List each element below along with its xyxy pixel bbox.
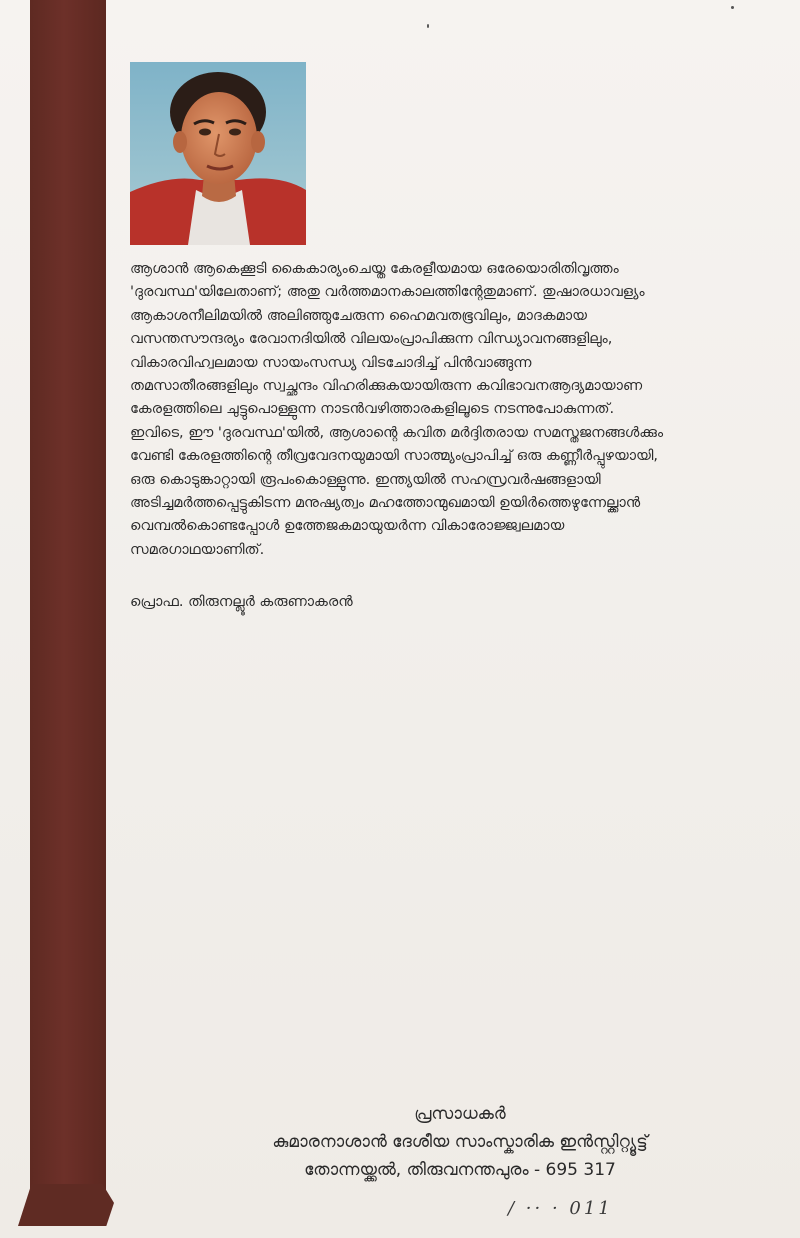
publisher-address: തോന്നയ്ക്കൽ, തിരുവനന്തപുരം - 695 317 (304, 1160, 616, 1180)
blurb-line: ഒരു കൊടുങ്കാറ്റായി രൂപംകൊള്ളുന്നു. ഇന്ത്യയിൽ സഹസ്രവർഷങ്ങളായി (130, 471, 601, 488)
blurb-author: പ്രൊഫ. തിരുനല്ലൂർ കരുണാകരൻ (130, 594, 353, 610)
cover-spine-foot (18, 1184, 114, 1226)
blurb-line: വേണ്ടി കേരളത്തിന്റെ തീവ്രവേദനയുമായി സാത്മ്യംപ്രാപിച്ച് ഒരു കണ്ണീർപ്പുഴയായി, (130, 448, 659, 465)
print-speck (731, 6, 734, 9)
blurb-line: ആശാൻ ആകെക്കൂടി കൈകാര്യംചെയ്ത കേരളീയമായ ഒരേയൊരിതിവൃത്തം (130, 261, 619, 277)
author-portrait (130, 62, 306, 245)
cover-spine-band (30, 0, 106, 1190)
blurb-line: വികാരവിഹ്വലമായ സായംസന്ധ്യ വിടചോദിച്ച് പിൻവാങ്ങുന്ന (130, 354, 532, 371)
handwritten-mark: / ·· · 011 (508, 1198, 613, 1219)
blurb-line: വസന്തസൗന്ദര്യം രേവാനദിയിൽ വിലയംപ്രാപിക്കുന്ന വിന്ധ്യാവനങ്ങളിലും, (130, 331, 613, 348)
blurb-line: ആകാശനീലിമയിൽ അലിഞ്ഞുചേരുന്ന ഹൈമവതഭൂവിലും, മാദകമായ (130, 307, 587, 324)
blurb-line: ഇവിടെ, ഈ 'ദുരവസ്ഥ'യിൽ, ആശാന്റെ കവിത മർദ്ദിതരായ സമസ്തജനങ്ങൾക്കും (130, 424, 664, 441)
blurb-line: തമസാതീരങ്ങളിലും സ്വച്ഛന്ദം വിഹരിക്കുകയായിരുന്ന കവിഭാവനആദ്യമായാണ (130, 378, 643, 395)
blurb-line: കേരളത്തിലെ ചുട്ടുപൊള്ളുന്ന നാടൻവഴിത്താരകളിലൂടെ നടന്നുപോകുന്നത്. (130, 401, 615, 418)
publisher-name: കുമാരനാശാൻ ദേശീയ സാംസ്കാരിക ഇൻസ്റ്റിറ്റ്യൂട്ട് (272, 1132, 648, 1152)
blurb-line: അടിച്ചമർത്തപ്പെട്ടുകിടന്ന മനുഷ്യത്വം മഹത്തോന്മുഖമായി ഉയിർത്തെഴുന്നേല്ക്കാൻ (130, 495, 641, 512)
blurb-line: 'ദുരവസ്ഥ'യിലേതാണ്; അതു വർത്തമാനകാലത്തിന്റേതുമാണ്. തുഷാരധാവള്യം (130, 284, 645, 301)
publisher-label: പ്രസാധകർ (414, 1104, 506, 1124)
blurb-line: വെമ്പൽകൊണ്ടപ്പോൾ ഉത്തേജകമായുയർന്ന വികാരോജ്ജ്വലമായ (130, 518, 565, 535)
portrait-illustration (130, 62, 306, 245)
back-cover-blurb (130, 258, 730, 562)
publisher-block (160, 1100, 760, 1184)
blurb-line: സമരഗാഥയാണിത്. (130, 541, 265, 558)
print-speck (427, 24, 429, 28)
